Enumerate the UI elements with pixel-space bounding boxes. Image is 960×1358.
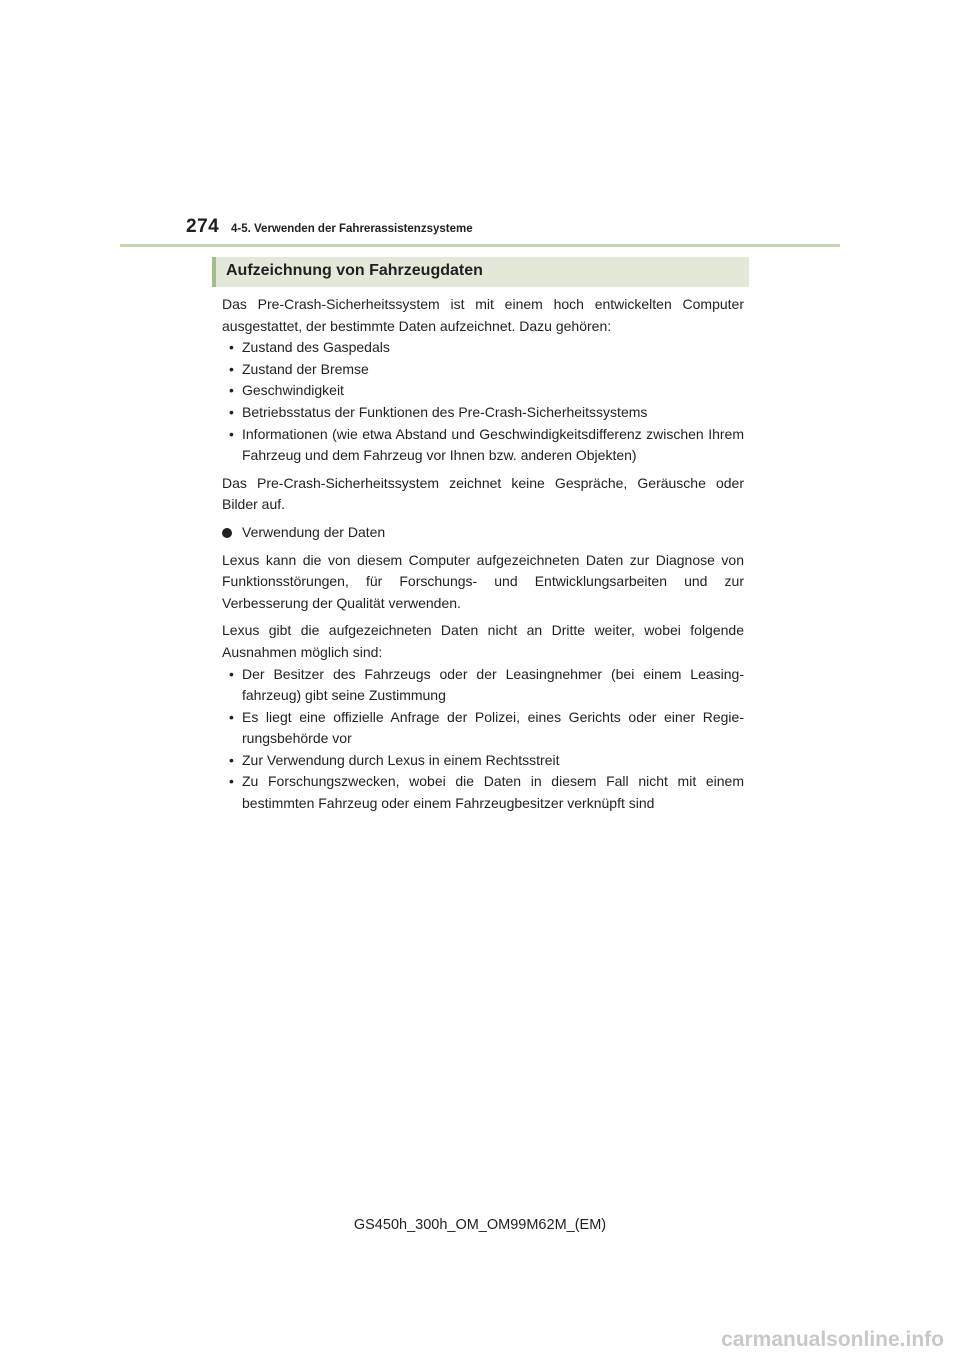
page-header xyxy=(0,0,960,250)
list-item: • Zustand des Gaspedals xyxy=(222,337,744,359)
watermark: carmanualsonline.info xyxy=(721,1328,944,1351)
bullet-icon: • xyxy=(229,708,234,725)
section-title: 4-5. Verwenden der Fahrerassistenzsysteme xyxy=(231,223,473,235)
list-item: • Es liegt eine offizielle Anfrage der Polizei, eines Gerichts oder einer Regie-rungsbehörde vor xyxy=(229,708,744,747)
list-item: • Betriebsstatus der Funktionen des Pre-Crash-Sicherheitssystems xyxy=(222,402,744,424)
list-item: • Geschwindigkeit xyxy=(222,380,744,402)
document-code: GS450h_300h_OM_OM99M62M_(EM) xyxy=(353,1217,607,1233)
bullet-icon: • xyxy=(229,339,234,356)
list-item: • Informationen (wie etwa Abstand und Geschwindigkeitsdifferenz zwischen Ihrem Fahrzeug und dem Fahrzeug vor Ihnen bzw. anderen Objekten) xyxy=(229,425,744,464)
list-item: • Zur Verwendung durch Lexus in einem Rechtsstreit xyxy=(222,750,744,772)
page-number: 274 xyxy=(186,216,220,237)
subsection-heading xyxy=(222,522,744,544)
heading-title: Aufzeichnung von Fahrzeugdaten xyxy=(226,262,483,279)
exceptions-intro: Lexus gibt die aufgezeichneten Daten nicht an Dritte weiter, wobei folgende Ausnahmen möglich sind: xyxy=(222,622,744,660)
filled-circle-icon xyxy=(222,528,232,538)
list-item: • Zu Forschungszwecken, wobei die Daten in diesem Fall nicht mit einem bestimmten Fahrzeug oder einem Fahrzeugbesitzer verknüpft sind xyxy=(229,773,744,812)
bullet-icon: • xyxy=(229,665,234,682)
bullet-icon: • xyxy=(229,425,234,442)
recorded-items-list xyxy=(222,337,744,467)
bullet-icon: • xyxy=(229,382,234,399)
bullet-icon: • xyxy=(229,751,234,768)
content xyxy=(222,294,744,815)
heading-bar xyxy=(212,257,749,287)
intro-paragraph: Das Pre-Crash-Sicherheitssystem ist mit einem hoch entwickelten Computer ausgestattet, der bestimmte Daten aufzeichnet. Dazu gehören: xyxy=(222,296,744,334)
bullet-icon: • xyxy=(229,773,234,790)
list-item: • Zustand der Bremse xyxy=(222,359,744,381)
list-item: • Der Besitzer des Fahrzeugs oder der Leasingnehmer (bei einem Leasing-fahrzeug) gibt seine Zustimmung xyxy=(229,665,744,704)
subsection-title: Verwendung der Daten xyxy=(242,523,386,540)
usage-paragraph: Lexus kann die von diesem Computer aufgezeichneten Daten zur Diagnose von Funktionsstörungen, für Forschungs- und Entwicklungsarbeiten und zur Verbesserung der Qualität verwenden. xyxy=(222,551,744,611)
bullet-icon: • xyxy=(229,403,234,420)
no-recording-paragraph: Das Pre-Crash-Sicherheitssystem zeichnet keine Gespräche, Geräusche oder Bilder auf. xyxy=(222,474,744,513)
exceptions-list xyxy=(222,664,744,815)
bullet-icon: • xyxy=(229,360,234,377)
header-divider xyxy=(120,244,840,247)
